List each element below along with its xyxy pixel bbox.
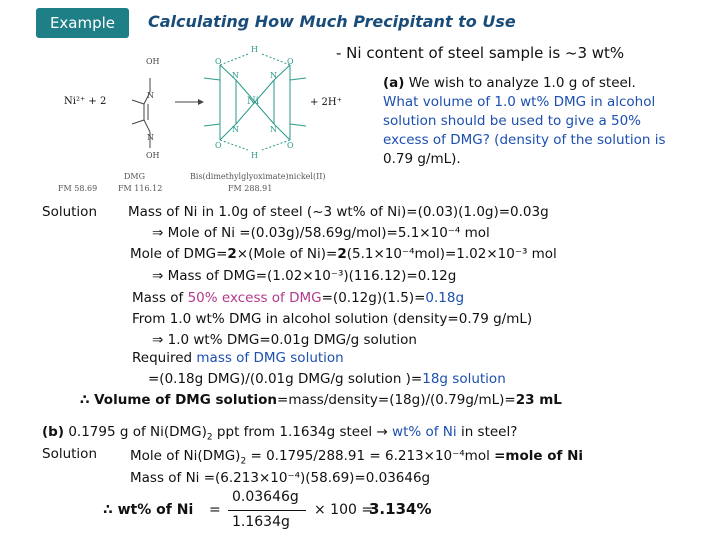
sol-a-line2: ⇒ Mole of Ni =(0.03g)/58.69g/mol)=5.1×10⁻⁴ mol (152, 225, 490, 241)
sol-a-line7: ⇒ 1.0 wt% DMG=0.01g DMG/g solution (152, 332, 417, 348)
wt-percent-label: ∴ wt% of Ni (103, 502, 194, 518)
part-a-line4: excess of DMG? (density of the solution is (383, 132, 666, 148)
svg-text:O: O (215, 57, 222, 66)
part-a-line2: What volume of 1.0 wt% DMG in alcohol (383, 94, 656, 110)
part-a-question (383, 74, 666, 169)
svg-text:N: N (270, 71, 277, 80)
sol-a-line5: Mass of 50% excess of DMG=(0.12g)(1.5)=0.18g (132, 290, 465, 306)
svg-text:OH: OH (146, 151, 160, 160)
intro-text: - Ni content of steel sample is ~3 wt% (336, 44, 625, 62)
sol-a-line4: ⇒ Mass of DMG=(1.02×10⁻³)(116.12)=0.12g (152, 268, 457, 284)
equals-sign: = (209, 502, 221, 518)
svg-text:N: N (232, 71, 239, 80)
fm-product: FM 288.91 (228, 184, 273, 193)
part-a-label: (a) (383, 75, 405, 91)
part-b-question: (b) 0.1795 g of $Ni(DMG)_2$ ppt from 1.1634g steel → wt% of Ni in steel? (42, 424, 518, 443)
part-a-line5: 0.79 g/mL). (383, 151, 461, 167)
svg-text:N: N (147, 133, 154, 142)
svg-text:N: N (147, 91, 154, 100)
sol-a-line6: From 1.0 wt% DMG in alcohol solution (density=0.79 g/mL) (132, 311, 533, 327)
svg-text:O: O (215, 141, 222, 150)
svg-text:H: H (251, 151, 258, 160)
product-h: + 2H⁺ (310, 97, 342, 108)
part-a-line3: solution should be used to give a 50% (383, 113, 642, 129)
product-label: Bis(dimethylglyoximate)nickel(II) (190, 172, 326, 181)
sol-a-line3: Mole of DMG=2×(Mole of Ni)=2(5.1×10⁻⁴mol)=1.02×10⁻³ mol (130, 246, 557, 262)
dmg-label: DMG (124, 172, 145, 181)
sol-b-line1: Mole of $Ni(DMG)_2 = 0.1795/288.91 = 6.213\times 10^{-4}mol$ =mole of Ni (130, 448, 584, 467)
sol-a-line8: Required mass of DMG solution (132, 350, 344, 366)
example-badge: Example (36, 8, 129, 38)
sol-a-line10: ∴ Volume of DMG solution=mass/density=(18g)/(0.79g/mL)=23 mL (80, 392, 562, 408)
solution-b-label: Solution (42, 446, 97, 462)
fm-ni: FM 58.69 (58, 184, 98, 193)
svg-text:O: O (287, 141, 294, 150)
part-a-line1: We wish to analyze 1.0 g of steel. (408, 75, 636, 91)
svg-text:N: N (270, 125, 277, 134)
svg-text:O: O (287, 57, 294, 66)
fraction-bar (228, 510, 306, 511)
svg-text:H: H (251, 45, 258, 54)
sol-b-line2: Mass of Ni =(6.213×10⁻⁴)(58.69)=0.03646g (130, 470, 431, 486)
fraction-numerator: 0.03646g (232, 489, 299, 505)
page-title: Calculating How Much Precipitant to Use (148, 12, 516, 31)
fraction-denominator: 1.1634g (232, 514, 290, 530)
sol-a-line1: Mass of Ni in 1.0g of steel (~3 wt% of Ni)=(0.03)(1.0g)=0.03g (128, 204, 549, 220)
times-100: × 100 = (314, 502, 374, 518)
final-result: 3.134% (369, 500, 432, 518)
svg-text:N: N (232, 125, 239, 134)
svg-text:OH: OH (146, 57, 160, 66)
fm-dmg: FM 116.12 (118, 184, 163, 193)
solution-a-label: Solution (42, 204, 97, 220)
sol-a-line9: =(0.18g DMG)/(0.01g DMG/g solution )=18g solution (148, 371, 506, 387)
ni-ion: Ni²⁺ + 2 (64, 96, 107, 107)
ni-center: Ni (247, 96, 259, 107)
